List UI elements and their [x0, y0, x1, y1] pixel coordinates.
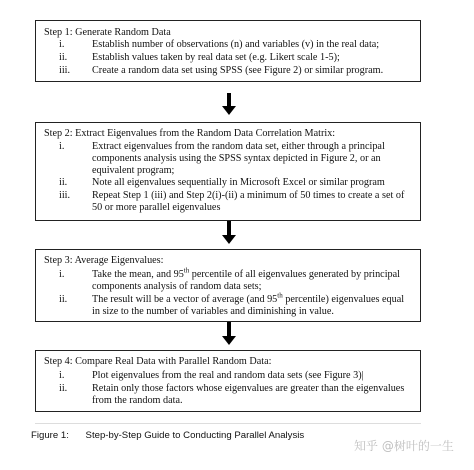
- item-text: [92, 141, 408, 177]
- item-text: [92, 39, 408, 51]
- caption-divider: [35, 423, 421, 424]
- item-text: [92, 52, 408, 64]
- item-text: [92, 383, 408, 407]
- item-numeral: ii.: [59, 383, 68, 394]
- item-line: in size to the number of variables and diminishing in value.: [92, 306, 334, 317]
- step-4-title: Step 4: Compare Real Data with Parallel Random Data:: [44, 356, 272, 367]
- item-line: components analysis using the SPSS syntax depicted in Figure 2, or an: [92, 153, 381, 164]
- down-arrow-icon: [222, 322, 236, 346]
- item-line: equivalent program;: [92, 165, 175, 176]
- item-text: [92, 266, 408, 293]
- step-3-box: [35, 249, 421, 322]
- item-numeral: i.: [59, 269, 65, 280]
- item-numeral: iii.: [59, 65, 71, 76]
- item-text: [92, 291, 408, 318]
- step-1-box: [35, 20, 421, 82]
- item-line: Establish values taken by real data set (e.g. Likert scale 1-5);: [92, 52, 340, 63]
- item-line: Note all eigenvalues sequentially in Microsoft Excel or similar program: [92, 177, 385, 188]
- item-numeral: ii.: [59, 52, 68, 63]
- item-line: Extract eigenvalues from the random data set, either through a principal: [92, 141, 385, 152]
- figure-caption: [31, 430, 304, 441]
- item-line: from the random data.: [92, 395, 183, 406]
- item-line: 50 or more parallel eigenvalues: [92, 202, 221, 213]
- item-line: Plot eigenvalues from the real and random data sets (see Figure 3)|: [92, 370, 364, 381]
- item-numeral: iii.: [59, 190, 71, 201]
- step-3-title: Step 3: Average Eigenvalues:: [44, 255, 164, 266]
- item-text: [92, 190, 408, 214]
- item-numeral: ii.: [59, 177, 68, 188]
- item-line: Retain only those factors whose eigenvalues are greater than the eigenvalues: [92, 383, 405, 394]
- item-line: Create a random data set using SPSS (see Figure 2) or similar program.: [92, 65, 384, 76]
- item-line: Establish number of observations (n) and variables (v) in the real data;: [92, 39, 380, 50]
- down-arrow-icon: [222, 93, 236, 115]
- step-2-title: Step 2: Extract Eigenvalues from the Random Data Correlation Matrix:: [44, 128, 336, 139]
- caption-text: Step-by-Step Guide to Conducting Parallel Analysis: [85, 430, 305, 441]
- item-line: Repeat Step 1 (iii) and Step 2(i)-(ii) a minimum of 50 times to create a set of: [92, 190, 405, 201]
- watermark: 知乎 @树叶的一生: [354, 439, 454, 453]
- item-line: The result will be a vector of average (and 95th percentile) eigenvalues equal: [92, 291, 405, 305]
- item-text: [92, 370, 408, 382]
- item-text: [92, 65, 408, 77]
- caption-label: Figure 1:: [31, 430, 69, 441]
- down-arrow-icon: [222, 221, 236, 245]
- step-1-title: Step 1: Generate Random Data: [44, 27, 171, 38]
- step-2-box: [35, 122, 421, 221]
- item-numeral: i.: [59, 370, 65, 381]
- step-4-box: [35, 350, 421, 412]
- item-numeral: ii.: [59, 294, 68, 305]
- item-text: [92, 177, 408, 189]
- item-line: Take the mean, and 95th percentile of all eigenvalues generated by principal: [92, 266, 400, 280]
- item-numeral: i.: [59, 39, 65, 50]
- item-numeral: i.: [59, 141, 65, 152]
- item-line: components analysis of random data sets;: [92, 281, 262, 292]
